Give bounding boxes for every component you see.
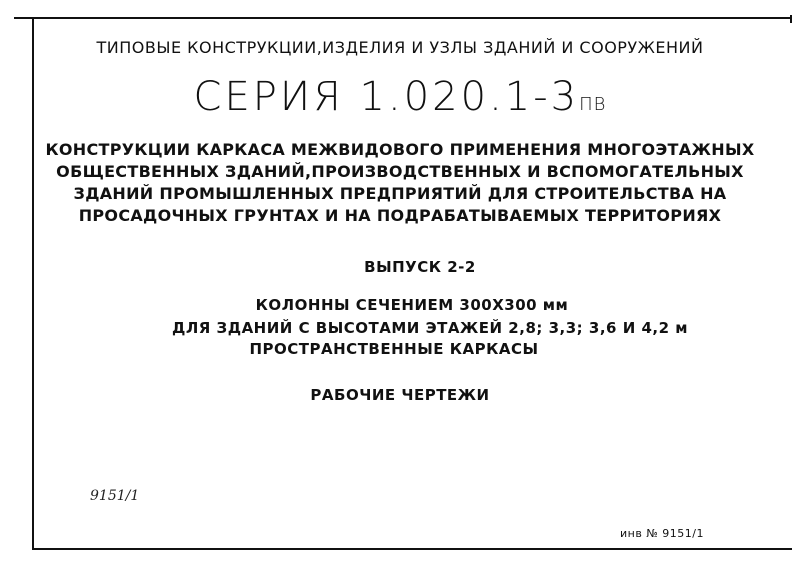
description-line-3: ЗДАНИЙ ПРОМЫШЛЕННЫХ ПРЕДПРИЯТИЙ ДЛЯ СТРОИТЕЛЬСТВА НА (73, 184, 727, 203)
spec-line-3: ПРОСТРАНСТВЕННЫЕ КАРКАСЫ (249, 340, 539, 358)
series-number: СЕРИЯ 1.020.1-3 (193, 74, 580, 120)
frame-right-tick (790, 15, 792, 23)
description-line-2: ОБЩЕСТВЕННЫХ ЗДАНИЙ,ПРОИЗВОДСТВЕННЫХ И ВСПОМОГАТЕЛЬНЫХ (56, 162, 744, 181)
description-line-1: КОНСТРУКЦИИ КАРКАСА МЕЖВИДОВОГО ПРИМЕНЕНИЯ МНОГОЭТАЖНЫХ (45, 140, 755, 159)
series-suffix: ПВ (579, 94, 607, 115)
inventory-number: инв № 9151/1 (620, 527, 704, 540)
spec-line-1: КОЛОННЫ СЕЧЕНИЕМ 300Х300 мм (255, 296, 569, 314)
working-drawings-label: РАБОЧИЕ ЧЕРТЕЖИ (310, 386, 490, 404)
spec-line-2: ДЛЯ ЗДАНИЙ С ВЫСОТАМИ ЭТАЖЕЙ 2,8; 3,3; 3,6 И 4,2 м (171, 319, 689, 337)
frame-top-line (14, 17, 792, 19)
description-line-4: ПРОСАДОЧНЫХ ГРУНТАХ И НА ПОДРАБАТЫВАЕМЫХ ТЕРРИТОРИЯХ (78, 206, 722, 225)
series-title (0, 74, 800, 120)
issue-number: ВЫПУСК 2-2 (364, 258, 476, 276)
handwritten-note: 9151/1 (90, 488, 140, 504)
standard-header: ТИПОВЫЕ КОНСТРУКЦИИ,ИЗДЕЛИЯ И УЗЛЫ ЗДАНИЙ И СООРУЖЕНИЙ (96, 38, 704, 57)
frame-bottom-line (32, 548, 792, 550)
